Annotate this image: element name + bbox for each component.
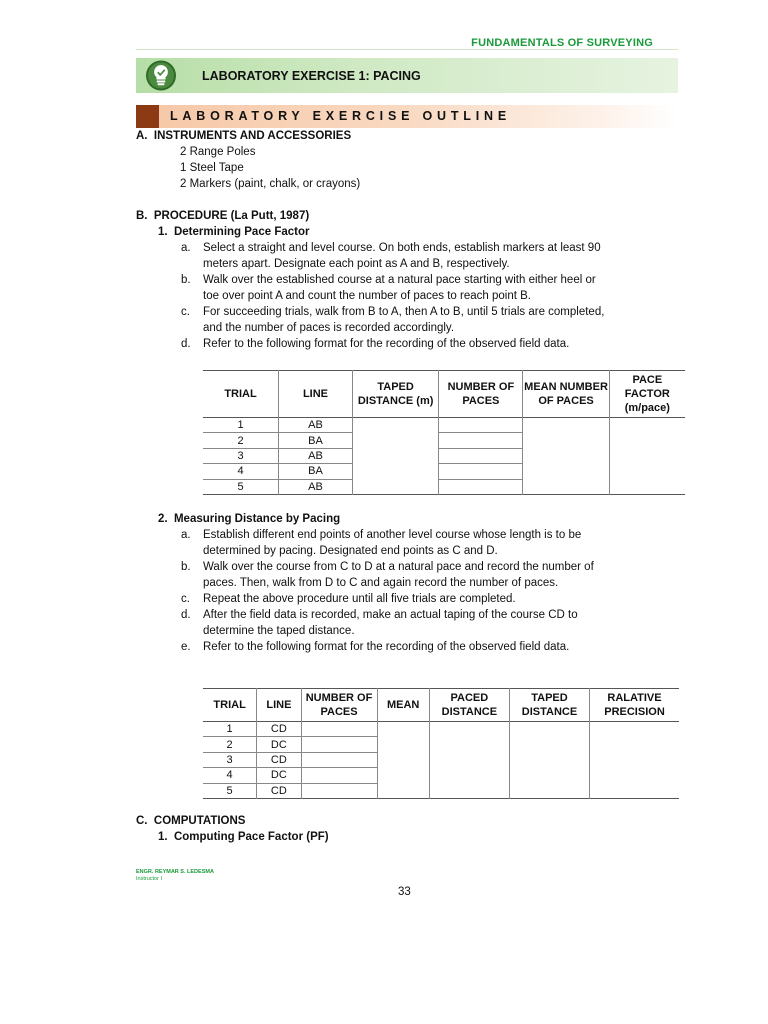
step-text: determine the taped distance. xyxy=(203,625,355,637)
step-text: Refer to the following format for the recording of the observed field data. xyxy=(203,338,570,350)
line-cell: AB xyxy=(279,479,353,494)
col-header: TAPED DISTANCE (m) xyxy=(352,371,438,418)
step-text: Walk over the course from C to D at a natural pace and record the number of xyxy=(203,561,594,573)
step-label: a. xyxy=(181,242,191,254)
paces-cell[interactable] xyxy=(301,768,377,783)
trial-cell: 3 xyxy=(203,448,279,463)
trial-cell: 5 xyxy=(203,783,257,798)
paces-cell[interactable] xyxy=(301,752,377,767)
step-text: Select a straight and level course. On both ends, establish markers at least 90 xyxy=(203,242,601,254)
instrument-item: 1 Steel Tape xyxy=(180,162,244,174)
step-label: d. xyxy=(181,609,191,621)
step-text: After the field data is recorded, make an actual taping of the course CD to xyxy=(203,609,578,621)
part1-heading: 1. Determining Pace Factor xyxy=(158,226,310,238)
section-c-heading: C. COMPUTATIONS xyxy=(136,815,246,827)
outline-title: LABORATORY EXERCISE OUTLINE xyxy=(170,109,511,123)
paces-cell[interactable] xyxy=(301,783,377,798)
line-cell: BA xyxy=(279,433,353,448)
mean-cell[interactable] xyxy=(377,722,429,799)
trial-cell: 2 xyxy=(203,433,279,448)
mean-paces-cell[interactable] xyxy=(523,418,609,495)
step-text: paces. Then, walk from D to C and again record the number of paces. xyxy=(203,577,559,589)
col-header: PACED DISTANCE xyxy=(429,689,509,722)
table-row xyxy=(203,722,679,737)
step-label: b. xyxy=(181,561,191,573)
course-title: FUNDAMENTALS OF SURVEYING xyxy=(471,37,653,49)
col-header: NUMBER OF PACES xyxy=(301,689,377,722)
paces-cell[interactable] xyxy=(439,433,523,448)
step-label: c. xyxy=(181,593,190,605)
pace-factor-cell[interactable] xyxy=(609,418,685,495)
line-cell: BA xyxy=(279,464,353,479)
col-header: TRIAL xyxy=(203,371,279,418)
pace-factor-table xyxy=(203,370,685,495)
step-text: meters apart. Designate each point as A and B, respectively. xyxy=(203,258,510,270)
instrument-item: 2 Range Poles xyxy=(180,146,256,158)
section-b-heading: B. PROCEDURE (La Putt, 1987) xyxy=(136,210,310,222)
step-label: a. xyxy=(181,529,191,541)
taped-distance-cell[interactable] xyxy=(352,418,438,495)
step-text: Walk over the established course at a natural pace starting with either heel or xyxy=(203,274,596,286)
col-header: LINE xyxy=(257,689,301,722)
paces-cell[interactable] xyxy=(439,479,523,494)
step-text: and the number of paces is recorded accordingly. xyxy=(203,322,455,334)
step-label: d. xyxy=(181,338,191,350)
trial-cell: 4 xyxy=(203,464,279,479)
taped-distance-cell[interactable] xyxy=(509,722,589,799)
instrument-item: 2 Markers (paint, chalk, or crayons) xyxy=(180,178,361,190)
paces-cell[interactable] xyxy=(439,448,523,463)
col-header: LINE xyxy=(279,371,353,418)
col-header: RALATIVE PRECISION xyxy=(604,692,665,718)
paces-cell[interactable] xyxy=(439,464,523,479)
line-cell: DC xyxy=(257,737,301,752)
step-label: b. xyxy=(181,274,191,286)
trial-cell: 1 xyxy=(203,418,279,433)
col-header: TAPED DISTANCE xyxy=(509,689,589,722)
col-header: PACE FACTOR (m/pace) xyxy=(624,374,670,414)
section-a-heading: A. INSTRUMENTS AND ACCESSORIES xyxy=(136,130,352,142)
footer-author: ENGR. REYMAR S. LEDESMA xyxy=(136,869,214,875)
col-header: MEAN xyxy=(377,689,429,722)
step-label: e. xyxy=(181,641,191,653)
relative-precision-cell[interactable] xyxy=(590,722,679,799)
line-cell: AB xyxy=(279,418,353,433)
step-text: toe over point A and count the number of paces to reach point B. xyxy=(203,290,531,302)
page-number: 33 xyxy=(398,886,411,898)
trial-cell: 1 xyxy=(203,722,257,737)
trial-cell: 5 xyxy=(203,479,279,494)
paces-cell[interactable] xyxy=(439,418,523,433)
paces-cell[interactable] xyxy=(301,737,377,752)
trial-cell: 3 xyxy=(203,752,257,767)
trial-cell: 4 xyxy=(203,768,257,783)
col-header: MEAN NUMBER OF PACES xyxy=(523,371,609,418)
col-header: TRIAL xyxy=(203,689,257,722)
line-cell: CD xyxy=(257,722,301,737)
step-label: c. xyxy=(181,306,190,318)
step-text: Establish different end points of another level course whose length is to be xyxy=(203,529,582,541)
header-divider xyxy=(136,49,678,50)
computations-subheading: 1. Computing Pace Factor (PF) xyxy=(158,831,329,843)
step-text: Refer to the following format for the recording of the observed field data. xyxy=(203,641,570,653)
table-row xyxy=(203,418,685,433)
line-cell: AB xyxy=(279,448,353,463)
step-text: Repeat the above procedure until all five trials are completed. xyxy=(203,593,516,605)
paced-distance-cell[interactable] xyxy=(429,722,509,799)
distance-pacing-table xyxy=(203,688,679,799)
part2-heading: 2. Measuring Distance by Pacing xyxy=(158,513,341,525)
line-cell: DC xyxy=(257,768,301,783)
line-cell: CD xyxy=(257,783,301,798)
footer-role: Instructor I xyxy=(136,876,162,882)
line-cell: CD xyxy=(257,752,301,767)
outline-marker xyxy=(136,105,159,128)
paces-cell[interactable] xyxy=(301,722,377,737)
trial-cell: 2 xyxy=(203,737,257,752)
col-header: NUMBER OF PACES xyxy=(439,371,523,418)
exercise-title: LABORATORY EXERCISE 1: PACING xyxy=(202,69,421,83)
step-text: For succeeding trials, walk from B to A, then A to B, until 5 trials are completed, xyxy=(203,306,605,318)
step-text: determined by pacing. Designated end points as C and D. xyxy=(203,545,498,557)
lightbulb-icon xyxy=(143,59,179,92)
